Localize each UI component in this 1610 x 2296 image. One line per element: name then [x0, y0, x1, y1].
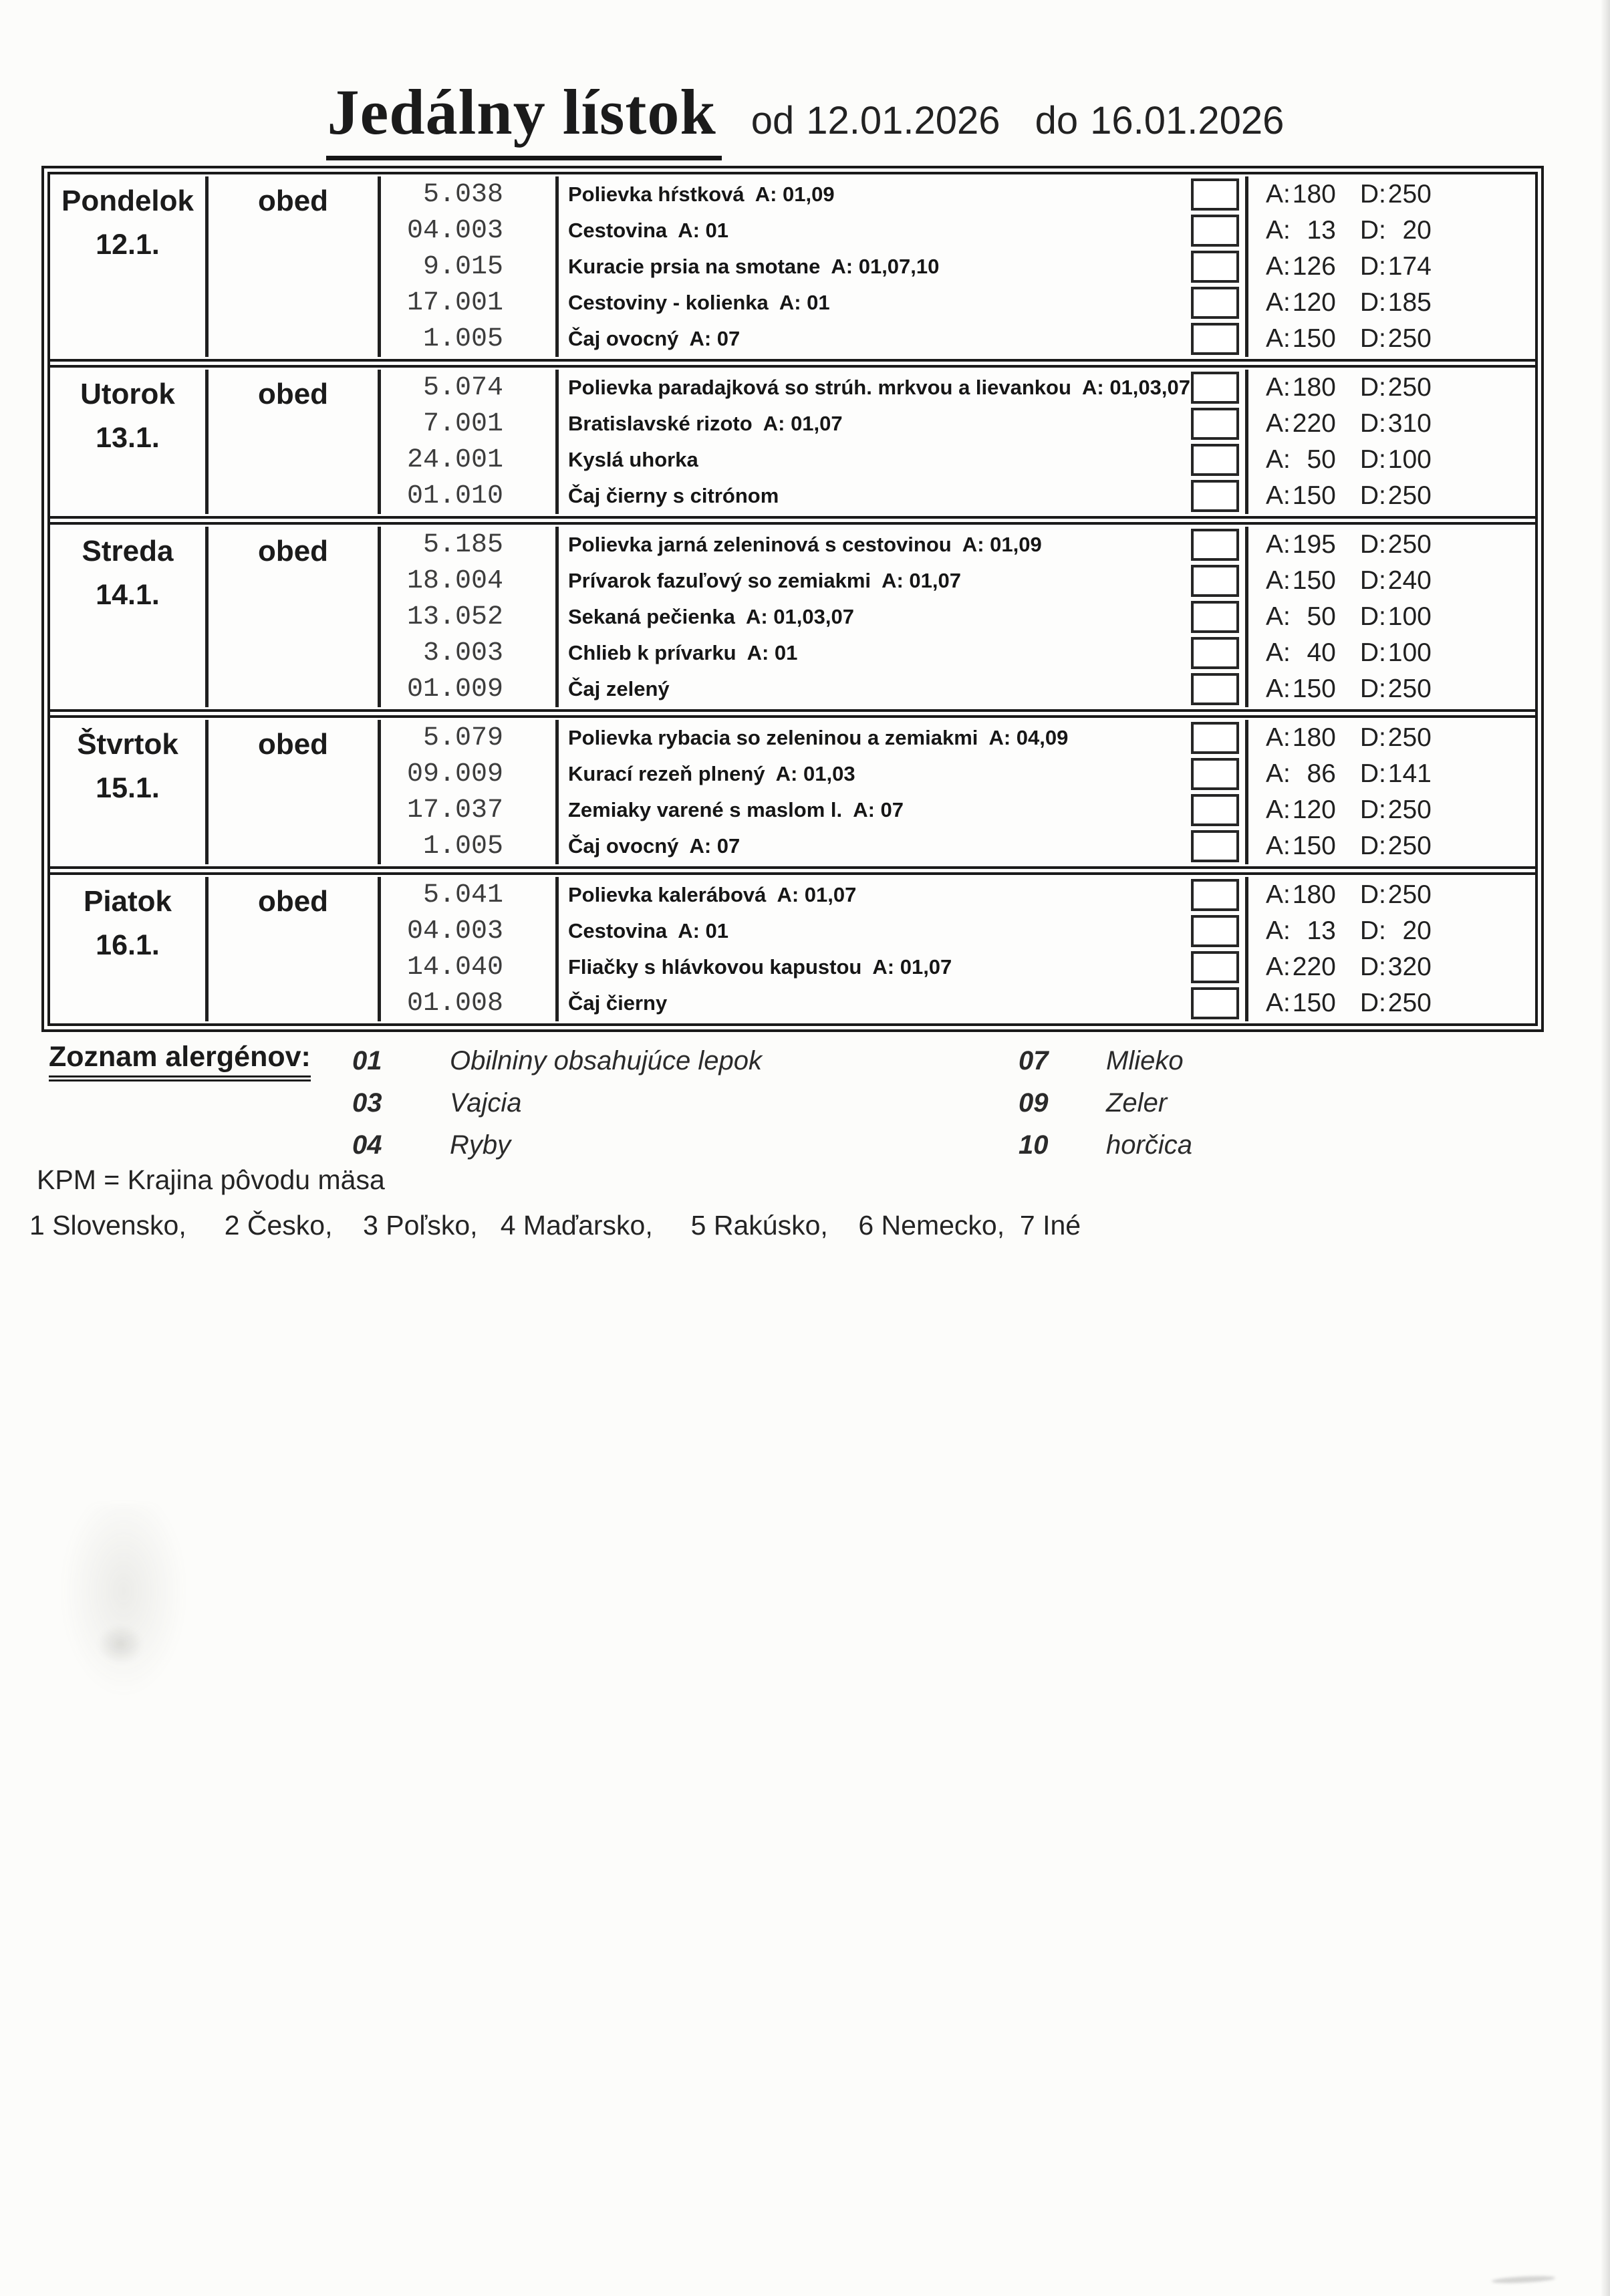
portion-checkbox: [1191, 178, 1239, 211]
dish-name: Čaj ovocný A: 07: [568, 834, 741, 858]
portion-a-label: A:: [1266, 638, 1291, 667]
portion-checkbox: [1191, 915, 1239, 947]
allergen-name: Ryby: [450, 1130, 511, 1160]
portion-a-value: 150: [1292, 674, 1336, 703]
portion-d-value: 250: [1387, 795, 1432, 824]
dish-name: Polievka jarná zeleninová s cestovinou A: 01,09: [568, 533, 1042, 556]
portion-d-value: 185: [1387, 288, 1432, 317]
dish-name: Zemiaky varené s maslom l. A: 07: [568, 798, 904, 821]
dish-name: Cestovina A: 01: [568, 219, 729, 242]
portion-a-label: A:: [1266, 481, 1291, 510]
portion-cell: [1245, 949, 1535, 985]
portion-checkbox: [1191, 722, 1239, 754]
scan-edge-shadow: [1601, 0, 1610, 2296]
checkbox-cell: [1184, 913, 1245, 949]
portion-cell: [1245, 249, 1535, 285]
allergen-name: Vajcia: [450, 1088, 522, 1118]
checkbox-cell: [1184, 176, 1245, 213]
portion-d-label: D:: [1359, 723, 1386, 752]
day-name: Streda: [82, 535, 174, 567]
allergen-name: Mlieko: [1106, 1046, 1184, 1075]
portion-checkbox: [1191, 408, 1239, 440]
kpm-countries: 1 Slovensko, 2 Česko, 3 Poľsko, 4 Maďarsko, 5 Rakúsko, 6 Nemecko, 7 Iné: [29, 1210, 1081, 1241]
dish-code: 01.008: [381, 985, 559, 1021]
portion-a-value: 150: [1292, 324, 1336, 353]
portion-a-label: A:: [1266, 952, 1291, 981]
portion-d-value: 100: [1387, 445, 1432, 474]
portion-a-label: A:: [1266, 723, 1291, 752]
portion-d-label: D:: [1359, 252, 1386, 281]
portion-d-label: D:: [1359, 373, 1386, 402]
dish-code: 14.040: [381, 949, 559, 985]
portion-d-label: D:: [1359, 638, 1386, 667]
portion-d-label: D:: [1359, 216, 1386, 245]
dish-code: 17.037: [381, 792, 559, 828]
dish-name: Polievka paradajková so strúh. mrkvou a lievankou A: 01,03,07: [568, 376, 1190, 399]
allergen-heading: Zoznam alergénov:: [49, 1041, 311, 1081]
portion-a-label: A:: [1266, 795, 1291, 824]
day-cell: [50, 877, 209, 1021]
day-date: 14.1.: [96, 579, 160, 611]
checkbox-cell: [1184, 249, 1245, 285]
portion-cell: [1245, 478, 1535, 514]
portion-a-value: 150: [1292, 989, 1336, 1017]
portion-checkbox: [1191, 444, 1239, 476]
portion-d-value: 20: [1402, 916, 1432, 945]
portion-checkbox: [1191, 287, 1239, 319]
portion-a-value: 180: [1292, 373, 1336, 402]
portion-d-value: 250: [1387, 880, 1432, 909]
day-cell: [50, 527, 209, 707]
menu-table: [41, 166, 1544, 1032]
dish-name: Čaj ovocný A: 07: [568, 327, 741, 350]
portion-d-label: D:: [1359, 832, 1386, 860]
dish-code: 3.003: [381, 635, 559, 671]
allergen-number: 03: [352, 1088, 382, 1118]
allergen-section: [49, 1040, 1192, 1166]
meal-cell: obed: [209, 720, 381, 864]
day-name: Štvrtok: [77, 728, 178, 761]
portion-a-value: 150: [1292, 566, 1336, 595]
dish-name: Polievka kalerábová A: 01,07: [568, 883, 857, 906]
allergen-name: horčica: [1106, 1130, 1192, 1160]
dish-code: 01.009: [381, 671, 559, 707]
date-to-label: do: [1035, 99, 1079, 142]
allergen-name: Zeler: [1106, 1088, 1168, 1118]
checkbox-cell: [1184, 985, 1245, 1021]
portion-cell: [1245, 285, 1535, 321]
date-to: 16.01.2026: [1090, 99, 1285, 142]
date-from: 12.01.2026: [806, 99, 1000, 142]
portion-a-label: A:: [1266, 759, 1291, 788]
dish-name: Čaj čierny: [568, 991, 668, 1015]
dish-code: 04.003: [381, 213, 559, 249]
allergen-number: 07: [1019, 1046, 1049, 1075]
portion-a-value: 150: [1292, 481, 1336, 510]
portion-d-label: D:: [1359, 674, 1386, 703]
portion-cell: [1245, 635, 1535, 671]
day-date: 16.1.: [96, 929, 160, 961]
portion-cell: [1245, 913, 1535, 949]
portion-a-label: A:: [1266, 216, 1291, 245]
portion-d-label: D:: [1359, 566, 1386, 595]
portion-a-value: 180: [1292, 180, 1336, 209]
dish-code: 04.003: [381, 913, 559, 949]
portion-d-value: 250: [1387, 180, 1432, 209]
portion-d-label: D:: [1359, 880, 1386, 909]
day-date: 15.1.: [96, 772, 160, 804]
meal-cell: obed: [209, 176, 381, 357]
portion-d-label: D:: [1359, 180, 1386, 209]
allergen-number: 01: [352, 1046, 382, 1075]
dish-name: Bratislavské rizoto A: 01,07: [568, 412, 843, 435]
dish-code: 01.010: [381, 478, 559, 514]
portion-cell: [1245, 828, 1535, 864]
dish-code: 24.001: [381, 442, 559, 478]
portion-a-value: 120: [1292, 795, 1336, 824]
portion-a-label: A:: [1266, 445, 1291, 474]
portion-cell: [1245, 756, 1535, 792]
portion-a-label: A:: [1266, 324, 1291, 353]
portion-cell: [1245, 985, 1535, 1021]
portion-d-label: D:: [1359, 602, 1386, 631]
dish-name: Kuracie prsia na smotane A: 01,07,10: [568, 255, 940, 278]
portion-cell: [1245, 563, 1535, 599]
kpm-note: KPM = Krajina pôvodu mäsa: [37, 1164, 385, 1195]
dish-code: 5.079: [381, 720, 559, 756]
checkbox-cell: [1184, 720, 1245, 756]
portion-a-value: 50: [1307, 445, 1336, 474]
dish-name: Prívarok fazuľový so zemiakmi A: 01,07: [568, 569, 962, 592]
portion-cell: [1245, 442, 1535, 478]
checkbox-cell: [1184, 406, 1245, 442]
portion-a-label: A:: [1266, 916, 1291, 945]
portion-checkbox: [1191, 987, 1239, 1019]
checkbox-cell: [1184, 671, 1245, 707]
portion-cell: [1245, 213, 1535, 249]
dish-name: Sekaná pečienka A: 01,03,07: [568, 605, 854, 628]
portion-a-value: 180: [1292, 723, 1336, 752]
portion-checkbox: [1191, 251, 1239, 283]
day-block-4: [50, 866, 1535, 1023]
portion-checkbox: [1191, 529, 1239, 561]
portion-a-label: A:: [1266, 880, 1291, 909]
day-name: Piatok: [83, 885, 172, 918]
portion-checkbox: [1191, 480, 1239, 512]
meal-cell: obed: [209, 877, 381, 1021]
portion-cell: [1245, 599, 1535, 635]
portion-a-value: 220: [1292, 409, 1336, 438]
portion-a-value: 13: [1307, 916, 1336, 945]
day-date: 12.1.: [96, 229, 160, 261]
portion-cell: [1245, 527, 1535, 563]
portion-a-value: 180: [1292, 880, 1336, 909]
portion-a-value: 126: [1292, 252, 1336, 281]
dish-name: Cestoviny - kolienka A: 01: [568, 291, 830, 314]
checkbox-cell: [1184, 599, 1245, 635]
day-block-2: [50, 516, 1535, 709]
portion-d-value: 20: [1402, 216, 1432, 245]
portion-a-label: A:: [1266, 373, 1291, 402]
title-row: [0, 75, 1610, 160]
portion-checkbox: [1191, 565, 1239, 597]
day-cell: [50, 720, 209, 864]
portion-d-value: 250: [1387, 324, 1432, 353]
portion-a-label: A:: [1266, 832, 1291, 860]
portion-checkbox: [1191, 951, 1239, 983]
date-from-label: od: [751, 99, 795, 142]
day-block-0: [50, 174, 1535, 359]
day-cell: [50, 176, 209, 357]
dish-code: 5.041: [381, 877, 559, 913]
dish-code: 5.038: [381, 176, 559, 213]
dish-name: Fliačky s hlávkovou kapustou A: 01,07: [568, 955, 952, 979]
portion-d-value: 250: [1387, 723, 1432, 752]
portion-a-label: A:: [1266, 989, 1291, 1017]
meal-cell: obed: [209, 370, 381, 514]
checkbox-cell: [1184, 792, 1245, 828]
portion-d-label: D:: [1359, 445, 1386, 474]
dish-code: 7.001: [381, 406, 559, 442]
portion-cell: [1245, 176, 1535, 213]
portion-d-label: D:: [1359, 759, 1386, 788]
portion-checkbox: [1191, 372, 1239, 404]
portion-a-value: 13: [1307, 216, 1336, 245]
dish-name: Čaj čierny s citrónom: [568, 484, 779, 507]
portion-a-value: 150: [1292, 832, 1336, 860]
portion-checkbox: [1191, 758, 1239, 790]
day-date: 13.1.: [96, 422, 160, 454]
portion-checkbox: [1191, 879, 1239, 911]
portion-d-value: 174: [1387, 252, 1432, 281]
day-name: Pondelok: [61, 184, 194, 217]
dish-code: 13.052: [381, 599, 559, 635]
dish-code: 1.005: [381, 321, 559, 357]
portion-d-value: 240: [1387, 566, 1432, 595]
portion-d-value: 320: [1387, 952, 1432, 981]
portion-cell: [1245, 792, 1535, 828]
portion-a-label: A:: [1266, 602, 1291, 631]
dish-name: Cestovina A: 01: [568, 919, 729, 942]
portion-a-label: A:: [1266, 674, 1291, 703]
portion-d-value: 250: [1387, 832, 1432, 860]
portion-cell: [1245, 877, 1535, 913]
day-name: Utorok: [80, 378, 175, 410]
portion-d-label: D:: [1359, 409, 1386, 438]
dish-name: Kyslá uhorka: [568, 448, 698, 471]
portion-d-value: 250: [1387, 373, 1432, 402]
dish-name: Čaj zelený: [568, 677, 670, 700]
page-title: Jedálny lístok: [326, 75, 722, 160]
portion-d-label: D:: [1359, 288, 1386, 317]
checkbox-cell: [1184, 285, 1245, 321]
day-block-1: [50, 359, 1535, 516]
portion-a-value: 86: [1307, 759, 1336, 788]
checkbox-cell: [1184, 877, 1245, 913]
checkbox-cell: [1184, 563, 1245, 599]
dish-code: 5.185: [381, 527, 559, 563]
portion-checkbox: [1191, 794, 1239, 826]
dish-code: 5.074: [381, 370, 559, 406]
portion-a-value: 40: [1307, 638, 1336, 667]
dish-name: Polievka rybacia so zeleninou a zemiakmi A: 04,09: [568, 726, 1069, 749]
portion-cell: [1245, 321, 1535, 357]
portion-d-value: 310: [1387, 409, 1432, 438]
portion-cell: [1245, 671, 1535, 707]
portion-d-label: D:: [1359, 481, 1386, 510]
portion-checkbox: [1191, 601, 1239, 633]
dish-name: Chlieb k prívarku A: 01: [568, 641, 798, 664]
dish-name: Kurací rezeň plnený A: 01,03: [568, 762, 855, 785]
portion-a-value: 220: [1292, 952, 1336, 981]
meal-cell: obed: [209, 527, 381, 707]
portion-d-value: 100: [1387, 638, 1432, 667]
checkbox-cell: [1184, 321, 1245, 357]
portion-a-value: 120: [1292, 288, 1336, 317]
portion-a-label: A:: [1266, 180, 1291, 209]
allergen-name: Obilniny obsahujúce lepok: [450, 1046, 762, 1075]
scan-corner-mark: [1492, 2275, 1555, 2285]
allergen-number: 04: [352, 1130, 382, 1160]
portion-a-value: 195: [1292, 530, 1336, 559]
dish-code: 17.001: [381, 285, 559, 321]
dish-code: 9.015: [381, 249, 559, 285]
dish-code: 18.004: [381, 563, 559, 599]
scan-smudge-small: [97, 1624, 144, 1664]
portion-d-label: D:: [1359, 952, 1386, 981]
portion-d-label: D:: [1359, 530, 1386, 559]
portion-d-value: 250: [1387, 481, 1432, 510]
portion-checkbox: [1191, 637, 1239, 669]
checkbox-cell: [1184, 442, 1245, 478]
checkbox-cell: [1184, 370, 1245, 406]
portion-cell: [1245, 720, 1535, 756]
portion-cell: [1245, 370, 1535, 406]
portion-cell: [1245, 406, 1535, 442]
allergen-number: 09: [1019, 1088, 1049, 1118]
portion-a-value: 50: [1307, 602, 1336, 631]
portion-d-label: D:: [1359, 795, 1386, 824]
allergen-number: 10: [1019, 1130, 1049, 1160]
portion-a-label: A:: [1266, 530, 1291, 559]
portion-checkbox: [1191, 215, 1239, 247]
checkbox-cell: [1184, 756, 1245, 792]
dish-name: Polievka hŕstková A: 01,09: [568, 182, 835, 206]
dish-code: 1.005: [381, 828, 559, 864]
portion-checkbox: [1191, 323, 1239, 355]
portion-d-value: 141: [1387, 759, 1432, 788]
checkbox-cell: [1184, 213, 1245, 249]
scan-smudge: [60, 1504, 187, 1698]
portion-a-label: A:: [1266, 252, 1291, 281]
portion-d-value: 100: [1387, 602, 1432, 631]
portion-checkbox: [1191, 830, 1239, 862]
portion-d-value: 250: [1387, 989, 1432, 1017]
portion-d-label: D:: [1359, 324, 1386, 353]
portion-a-label: A:: [1266, 409, 1291, 438]
checkbox-cell: [1184, 527, 1245, 563]
checkbox-cell: [1184, 828, 1245, 864]
portion-d-value: 250: [1387, 674, 1432, 703]
portion-d-value: 250: [1387, 530, 1432, 559]
portion-d-label: D:: [1359, 989, 1386, 1017]
checkbox-cell: [1184, 478, 1245, 514]
portion-checkbox: [1191, 673, 1239, 705]
portion-d-label: D:: [1359, 916, 1386, 945]
day-cell: [50, 370, 209, 514]
checkbox-cell: [1184, 949, 1245, 985]
checkbox-cell: [1184, 635, 1245, 671]
dish-code: 09.009: [381, 756, 559, 792]
portion-a-label: A:: [1266, 566, 1291, 595]
day-block-3: [50, 709, 1535, 866]
portion-a-label: A:: [1266, 288, 1291, 317]
